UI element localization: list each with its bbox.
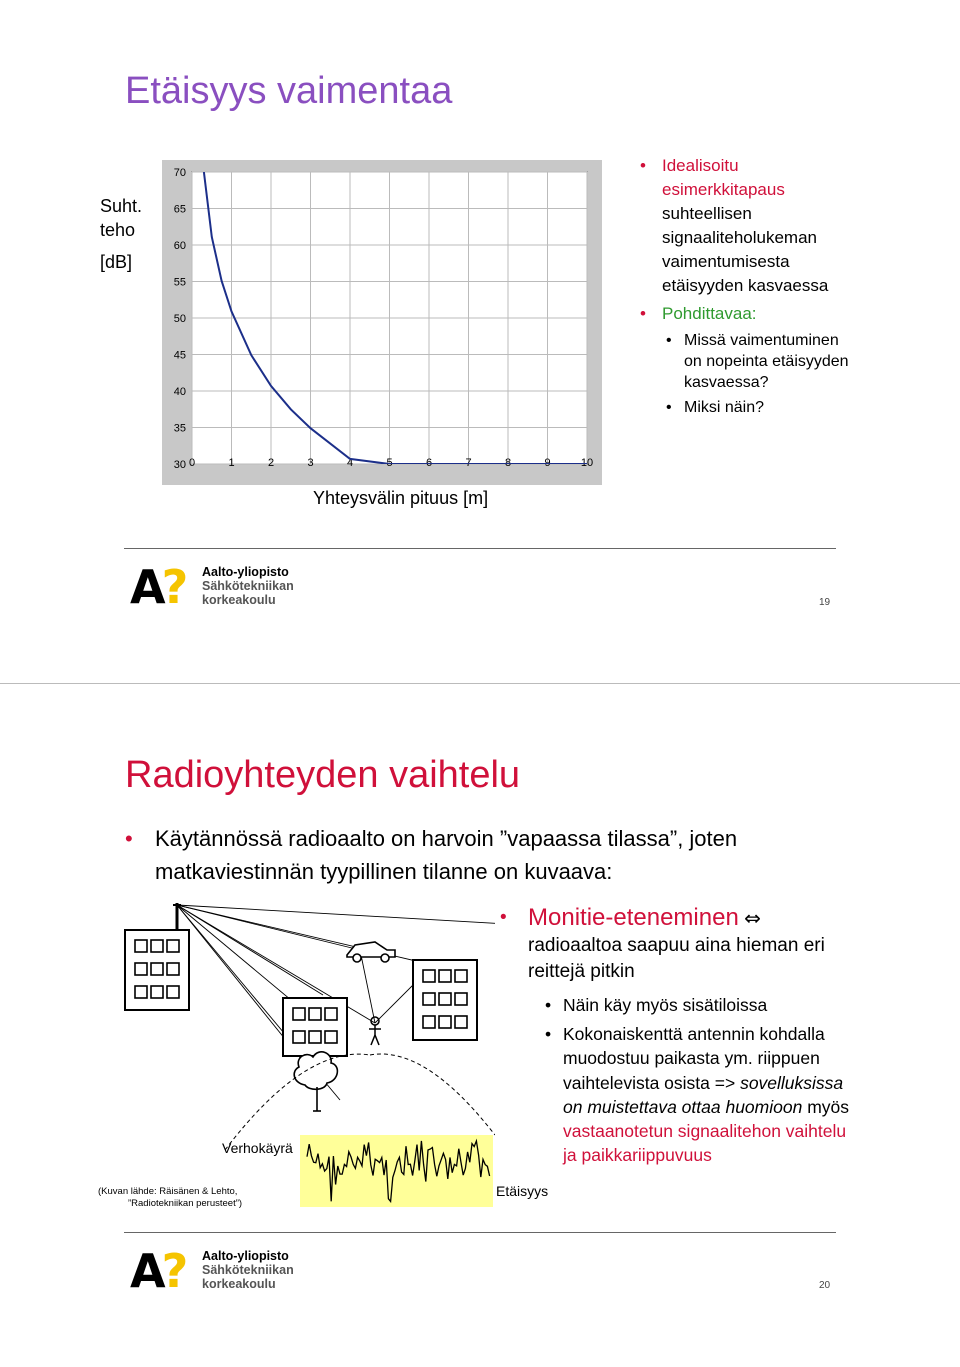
slide1-bullets [640, 154, 860, 418]
label-envelope: Verhokäyrä [222, 1140, 293, 1156]
y-tick-label: 70 [173, 167, 186, 179]
sub-bullet-indoor [545, 993, 860, 1017]
source-line1: (Kuvan lähde: Räisänen & Lehto, [98, 1186, 238, 1197]
multipath-title: Monitie-eteneminen [528, 904, 739, 931]
aalto-logo-text-1 [202, 565, 294, 607]
aalto-logo-2 [130, 1244, 184, 1298]
y-tick-label: 65 [173, 203, 186, 216]
sub-bullet-field [545, 1022, 860, 1168]
x-axis-label: Yhteysvälin pituus [m] [313, 488, 489, 508]
page-number-19: 19 [819, 597, 831, 608]
intro-bullet [125, 822, 825, 888]
sub-bullet-field-plain: Kokonaiskenttä antennin kohdalla muodostuu paikasta ym. riippuen vaihtelevista osista => [563, 1024, 825, 1093]
car-icon [347, 942, 395, 962]
x-tick-label: 6 [425, 457, 433, 469]
brand2-line2: Sähkötekniikan [202, 1263, 294, 1277]
sub-bullet-where [666, 330, 860, 393]
building-middle [283, 998, 347, 1056]
x-tick-label: 2 [267, 457, 275, 469]
sub-bullet-indoor-text: Näin käy myös sisätiloissa [563, 995, 768, 1015]
slide-separator [0, 683, 960, 684]
x-tick-label: 4 [346, 457, 354, 469]
bullet-ponder-text: Pohdittavaa: [662, 304, 757, 323]
y-tick-label: 30 [173, 459, 186, 471]
slide1-footer-rule [124, 548, 836, 549]
figure-source [98, 1186, 242, 1210]
y-axis-label-line1: Suht. [100, 196, 143, 216]
sub-bullet-why [666, 397, 860, 418]
attenuation-chart [162, 160, 602, 490]
x-tick-label: 8 [504, 457, 512, 469]
aalto-logo-text-2 [202, 1249, 294, 1291]
bullet-ideal-text: Idealisoitu esimerkkitapaus [662, 156, 785, 199]
building-right [413, 960, 477, 1040]
sub-bullet-why-text: Miksi näin? [684, 399, 765, 416]
multipath-figure [95, 895, 495, 1215]
source-line2: ”Radiotekniikan perusteet”) [128, 1198, 243, 1209]
bullet-ideal-cont: suhteellisen signaaliteholukeman vaimentumisesta etäisyyden kasvaessa [662, 204, 829, 295]
y-axis-label-line2: teho [100, 220, 136, 240]
x-tick-label: 5 [386, 457, 393, 469]
multipath-desc: radioaaltoa saapuu aina hieman eri reittejä pitkin [528, 935, 825, 982]
brand-line3: korkeakoulu [202, 593, 276, 607]
y-axis-label [100, 194, 142, 274]
y-tick-label: 50 [173, 313, 186, 325]
aalto-logo-1 [130, 560, 184, 614]
building-left [125, 930, 189, 1010]
bullet-ponder [640, 302, 860, 326]
x-tick-label: 3 [307, 457, 314, 469]
y-tick-label: 60 [173, 240, 186, 252]
slide2-title: Radioyhteyden vaihtelu [125, 754, 521, 796]
y-tick-label: 40 [173, 386, 186, 398]
sub-bullet-field-italic: sovelluksissa on muistettava ottaa huomioon [563, 1072, 844, 1117]
aalto-logo-mark: A? [130, 560, 185, 614]
brand-line2: Sähkötekniikan [202, 579, 294, 593]
x-tick-label: 9 [544, 457, 551, 469]
bullet-multipath [500, 905, 860, 985]
slide2-footer-rule [124, 1232, 836, 1233]
sub-bullet-field-red: vastaanotetun signaalitehon vaihtelu ja paikkariippuvuus [563, 1121, 847, 1166]
brand2-line1: Aalto-yliopisto [202, 1249, 289, 1263]
brand-line1: Aalto-yliopisto [202, 565, 289, 579]
sub-bullet-where-text: Missä vaimentuminen on nopeinta etäisyyden kasvaessa? [684, 332, 849, 391]
label-distance: Etäisyys [496, 1183, 549, 1199]
y-axis-label-line3: [dB] [100, 252, 133, 272]
aalto-logo-mark-2: A? [130, 1244, 185, 1298]
slide2-bullets [500, 905, 860, 1168]
y-tick-label: 45 [173, 349, 186, 362]
slide2-intro [125, 822, 825, 888]
brand2-line3: korkeakoulu [202, 1277, 276, 1291]
tree-icon [294, 1052, 337, 1111]
bullet-ideal [640, 154, 860, 298]
x-tick-label: 7 [465, 457, 472, 469]
page-number-20: 20 [819, 1280, 831, 1291]
slide1-title: Etäisyys vaimentaa [125, 70, 453, 112]
x-tick-label: 1 [228, 457, 235, 469]
y-tick-label: 55 [173, 276, 186, 289]
double-arrow-icon: ⇔ [744, 906, 761, 930]
x-tick-label: 10 [580, 457, 594, 469]
sub-bullet-field-mid: myös [807, 1096, 850, 1117]
intro-bullet-text: Käytännössä radioaalto on harvoin ”vapaassa tilassa”, joten matkaviestinnän tyypillinen tilanne on kuvaava: [155, 826, 738, 884]
x-tick-label: 0 [188, 457, 196, 469]
y-tick-label: 35 [173, 422, 186, 435]
